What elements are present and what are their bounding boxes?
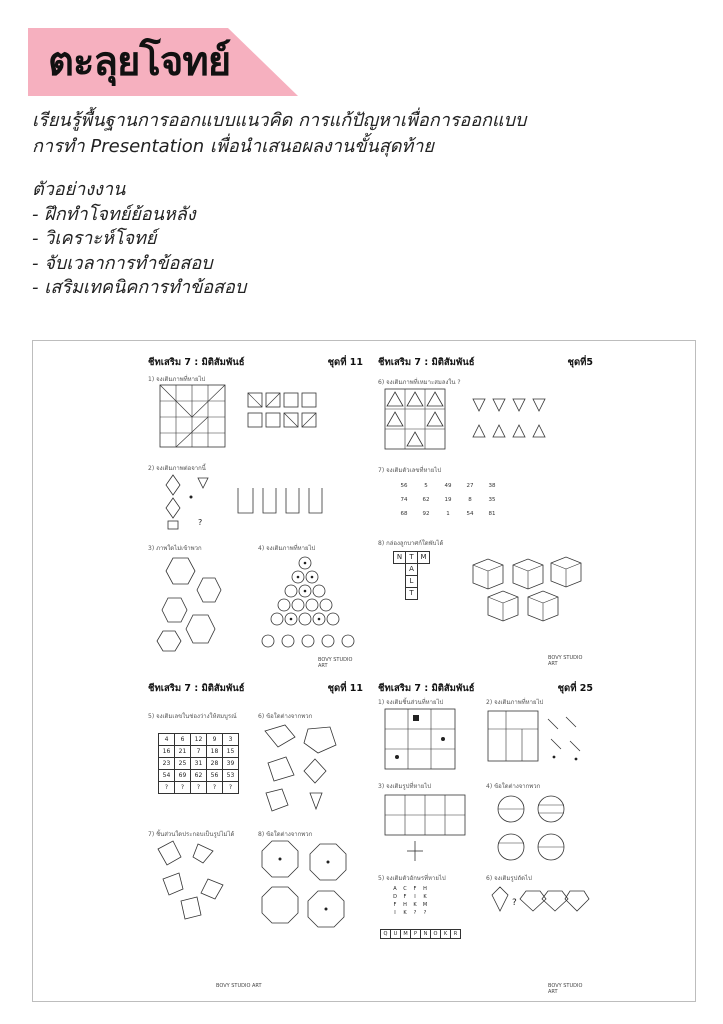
worksheet-set-number: ชุดที่5 [567, 357, 593, 368]
table-cell: ? [423, 910, 427, 916]
table-cell: 81 [488, 511, 496, 517]
worksheet-set-number: ชุดที่ 11 [327, 357, 363, 368]
table-cell: H [403, 902, 407, 908]
table-cell: 5 [424, 483, 428, 489]
table-cell: M [401, 930, 411, 939]
table-cell: 18 [207, 746, 223, 758]
table-cell: 21 [175, 746, 191, 758]
shape-sequence-figure [158, 473, 358, 533]
net-letter: L [405, 575, 418, 588]
intro-line-2: การทำ Presentation เพื่อนำเสนอผลงานขั้นสุดท้าย [32, 136, 434, 157]
worksheet-set-number: ชุดที่ 11 [327, 683, 363, 694]
table-cell: 92 [422, 511, 430, 517]
table-cell: ? [413, 910, 417, 916]
table-cell: 12 [191, 734, 207, 746]
question-label: 2) จงเติมภาพที่หายไป [486, 699, 544, 706]
table-row [159, 758, 239, 770]
table-cell: 16 [159, 746, 175, 758]
table-cell: 6 [175, 734, 191, 746]
table-cell: F [403, 894, 407, 900]
table-row [390, 893, 430, 901]
net-letter: M [417, 551, 430, 564]
studio-logo: BOVY STUDIO ART [548, 983, 583, 995]
table-cell: K [441, 930, 451, 939]
table-row [393, 507, 503, 521]
table-cell: 38 [488, 483, 496, 489]
table-cell: U [391, 930, 401, 939]
pattern-figure [158, 383, 358, 458]
table-cell: ? [207, 782, 223, 794]
example-item: - เสริมเทคนิคการทำข้อสอบ [32, 277, 247, 298]
table-row [390, 901, 430, 909]
table-cell: 74 [400, 497, 408, 503]
number-grid [158, 733, 239, 794]
table-cell: ? [223, 782, 239, 794]
question-label: 6) ข้อใดต่างจากพวก [258, 713, 313, 720]
table-cell: 7 [191, 746, 207, 758]
example-item: - วิเคราะห์โจทย์ [32, 228, 157, 249]
table-cell: 3 [223, 734, 239, 746]
table-cell: K [403, 910, 407, 916]
worksheet-header [148, 355, 363, 371]
table-cell: ? [191, 782, 207, 794]
page-title: ตะลุยโจทย์ [48, 39, 231, 85]
question-label: 7) จงเติมตัวเลขที่หายไป [378, 467, 442, 474]
table-cell: ? [175, 782, 191, 794]
table-cell: O [431, 930, 441, 939]
hexagon-figures [153, 553, 233, 653]
examples-list [32, 178, 432, 301]
table-cell: 54 [466, 511, 474, 517]
table-cell: 56 [400, 483, 408, 489]
table-cell: 69 [175, 770, 191, 782]
table-cell: 56 [207, 770, 223, 782]
pieces-figure [153, 839, 253, 929]
table-cell: ? [159, 782, 175, 794]
examples-heading: ตัวอย่างงาน [32, 179, 126, 200]
question-label: 6) จงเติมรูปถัดไป [486, 875, 532, 882]
triangle-grid-figure [383, 387, 593, 457]
question-label: 3) ภาพใดไม่เข้าพวก [148, 545, 202, 552]
table-cell: 28 [207, 758, 223, 770]
table-cell: P [411, 930, 421, 939]
table-cell: 25 [175, 758, 191, 770]
missing-piece-figure [383, 707, 463, 772]
table-cell: 19 [444, 497, 452, 503]
table-cell: 39 [223, 758, 239, 770]
table-cell: 53 [223, 770, 239, 782]
table-cell: M [422, 902, 428, 908]
question-label: 1) จงเติมภาพที่หายไป [148, 376, 206, 383]
table-row [159, 782, 239, 794]
table-cell: F [393, 902, 397, 908]
worksheet-header [378, 681, 593, 697]
number-table [393, 479, 503, 521]
table-cell: 27 [466, 483, 474, 489]
net-letter: A [405, 563, 418, 576]
question-label: 1) จงเติมชิ้นส่วนที่หายไป [378, 699, 444, 706]
table-cell: 54 [159, 770, 175, 782]
table-cell: 1 [446, 511, 450, 517]
worksheet-header [148, 681, 363, 697]
worksheet-title: ชีทเสริม 7 : มิติสัมพันธ์ [378, 357, 475, 368]
table-row [159, 770, 239, 782]
table-row [159, 746, 239, 758]
table-cell: N [421, 930, 431, 939]
worksheet-set-number: ชุดที่ 25 [557, 683, 593, 694]
table-cell: A [393, 886, 397, 892]
table-cell: K [413, 902, 417, 908]
table-row [159, 734, 239, 746]
table-cell: 62 [422, 497, 430, 503]
question-label: 7) ชิ้นส่วนใดประกอบเป็นรูปไม่ได้ [148, 831, 235, 838]
question-label: 6) จงเติมภาพที่เหมาะสมลงใน ? [378, 379, 461, 386]
table-row [390, 909, 430, 917]
question-label: 5) จงเติมตัวอักษรที่หายไป [378, 875, 446, 882]
worksheet-page [378, 355, 593, 667]
net-letter: T [405, 587, 418, 600]
table-cell: F [413, 886, 417, 892]
table-cell: 8 [468, 497, 472, 503]
letter-row [380, 929, 461, 939]
worksheet-page [378, 681, 593, 995]
example-item: - ฝึกทำโจทย์ย้อนหลัง [32, 203, 196, 225]
question-label: 4) ข้อใดต่างจากพวก [486, 783, 541, 790]
table-cell: 68 [400, 511, 408, 517]
table-cell: 9 [207, 734, 223, 746]
table-cell: Q [381, 930, 391, 939]
worksheet-page [148, 355, 363, 669]
question-label: 3) จงเติมรูปที่หายไป [378, 783, 432, 790]
letter-grid [390, 885, 430, 917]
table-row [393, 479, 503, 493]
table-row [381, 930, 461, 939]
table-cell: 31 [191, 758, 207, 770]
svg-text:?: ? [512, 898, 517, 908]
table-cell: 23 [159, 758, 175, 770]
svg-text:?: ? [198, 518, 203, 527]
table-cell: H [423, 886, 427, 892]
intro-text [32, 108, 692, 160]
cube-net-figure [393, 551, 453, 611]
line-pattern-figure [486, 709, 591, 774]
worksheet-samples [32, 340, 696, 1002]
circle-options-figure [493, 793, 588, 873]
question-label: 2) จงเติมภาพต่อจากนี้ [148, 465, 206, 472]
octagon-options-figure [260, 839, 360, 944]
worksheet-title: ชีทเสริม 7 : มิติสัมพันธ์ [148, 683, 245, 694]
worksheet-title: ชีทเสริม 7 : มิติสัมพันธ์ [378, 683, 475, 694]
table-cell: K [423, 894, 427, 900]
cube-options-figure [463, 555, 583, 630]
table-cell: R [451, 930, 461, 939]
studio-logo: BOVY STUDIO ART [548, 655, 583, 667]
question-label: 5) จงเติมเลขในช่องว่างให้สมบูรณ์ [148, 713, 237, 720]
intro-line-1: เรียนรู้พื้นฐานการออกแบบแนวคิด การแก้ปัญหาเพื่อการออกแบบ [32, 110, 527, 131]
table-cell: C [403, 886, 407, 892]
dot-triangle-figure [248, 553, 363, 653]
header-banner [28, 28, 298, 96]
studio-logo: BOVY STUDIO ART [318, 657, 353, 669]
net-letter: T [405, 551, 418, 564]
table-cell: 62 [191, 770, 207, 782]
question-label: 8) ข้อใดต่างจากพวก [258, 831, 313, 838]
table-cell: I [394, 910, 396, 916]
question-label: 8) กล่องลูกบาศก์ใดพับได้ [378, 540, 444, 547]
next-shape-figure [490, 885, 590, 921]
table-cell: I [414, 894, 416, 900]
question-label: 4) จงเติมภาพที่หายไป [258, 545, 316, 552]
worksheet-title: ชีทเสริม 7 : มิติสัมพันธ์ [148, 357, 245, 368]
table-cell: 49 [444, 483, 452, 489]
table-cell: 35 [488, 497, 496, 503]
net-letter: N [393, 551, 406, 564]
worksheet-page [148, 681, 363, 989]
shape-options-figure [260, 723, 360, 818]
example-item: - จับเวลาการทำข้อสอบ [32, 252, 213, 274]
table-cell: 15 [223, 746, 239, 758]
table-cell: 4 [159, 734, 175, 746]
table-cell: D [393, 894, 397, 900]
studio-logo: BOVY STUDIO ART [216, 983, 262, 989]
worksheet-header [378, 355, 593, 371]
symbol-grid-figure [383, 793, 473, 863]
table-row [393, 493, 503, 507]
table-row [390, 885, 430, 893]
